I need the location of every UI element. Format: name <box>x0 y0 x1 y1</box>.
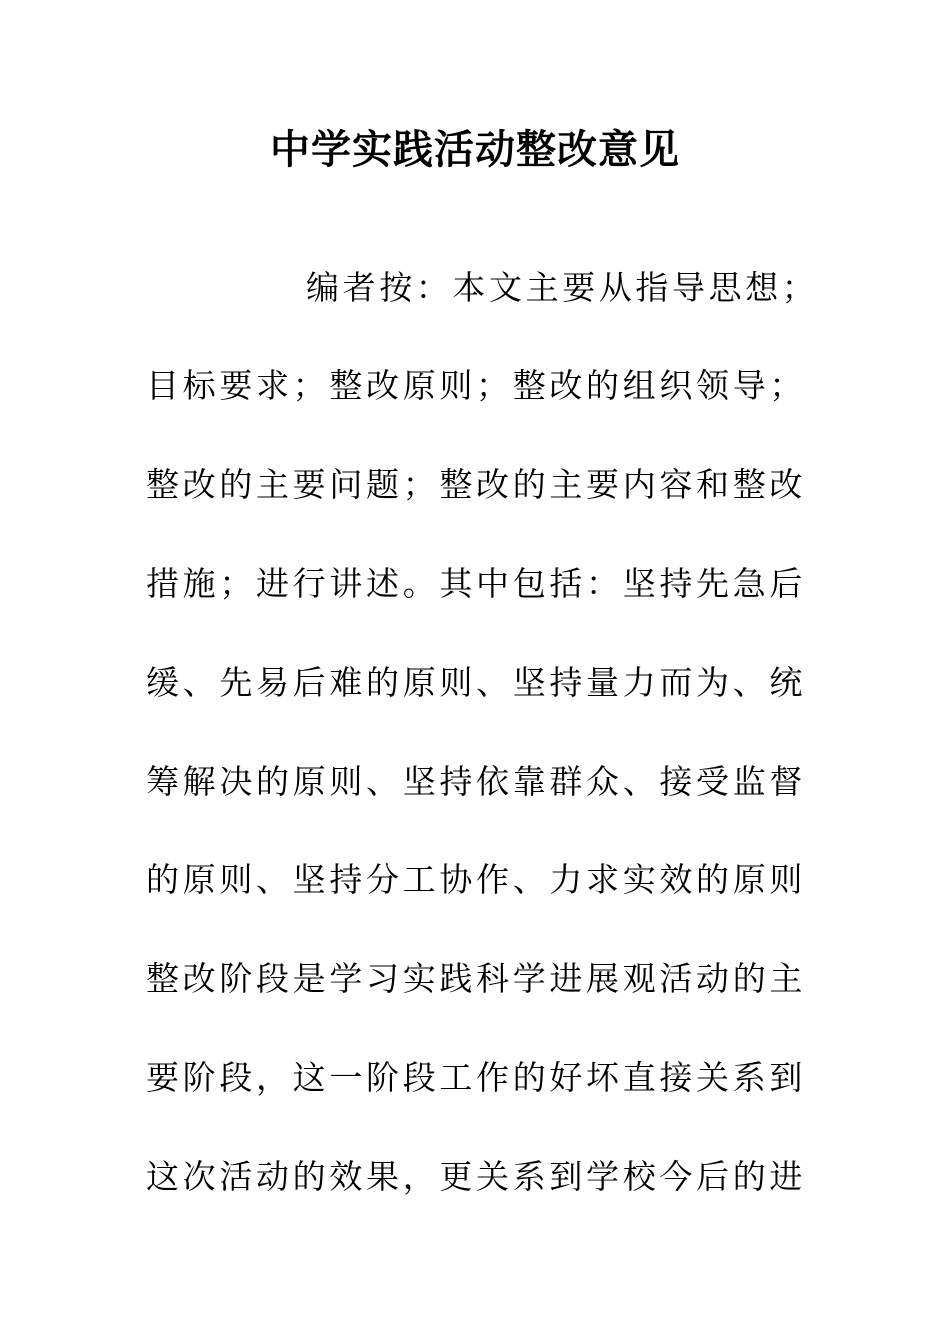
document-title: 中学实践活动整改意见 <box>270 126 680 173</box>
body-line: 缓、先易后难的原则、坚持量力而为、统 <box>146 663 806 702</box>
body-line: 这次活动的效果，更关系到学校今后的进 <box>146 1157 806 1196</box>
body-line: 整改的主要问题；整改的主要内容和整改 <box>146 465 806 504</box>
body-line: 编者按：本文主要从指导思想； <box>306 268 819 307</box>
body-line: 措施；进行讲述。其中包括：坚持先急后 <box>146 564 806 603</box>
body-line: 的原则、坚持分工协作、力求实效的原则 <box>146 860 806 899</box>
body-line: 筹解决的原则、坚持依靠群众、接受监督 <box>146 762 806 801</box>
body-line: 整改阶段是学习实践科学进展观活动的主 <box>146 959 806 998</box>
body-line: 要阶段，这一阶段工作的好坏直接关系到 <box>146 1058 806 1097</box>
body-line: 目标要求；整改原则；整改的组织领导； <box>146 366 806 405</box>
